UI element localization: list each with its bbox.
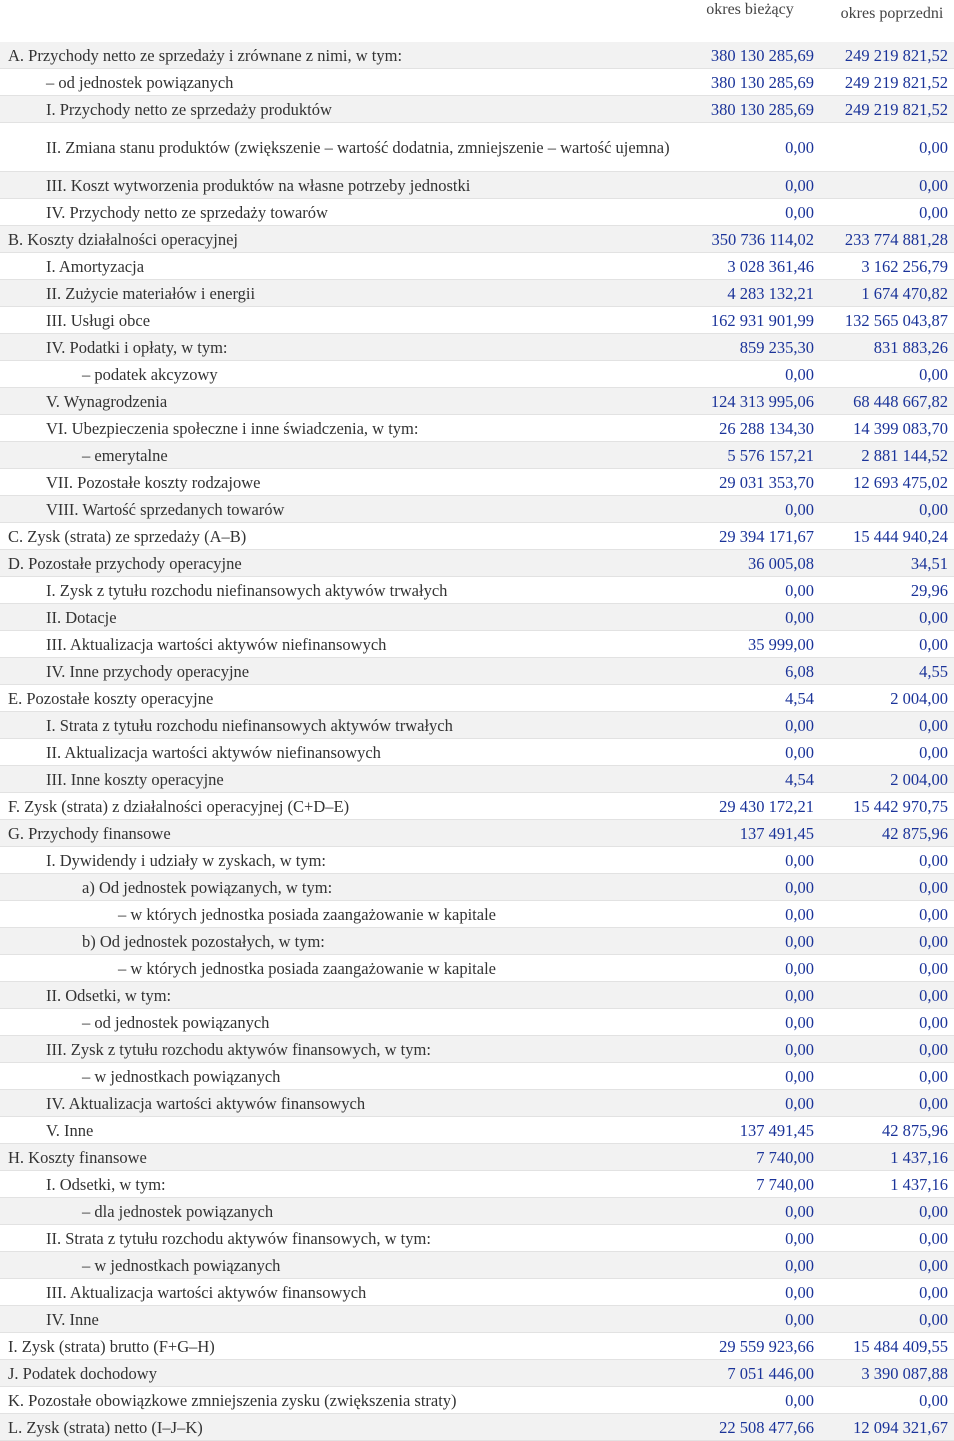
table-row	[0, 123, 954, 172]
table-row	[0, 1414, 954, 1441]
current-period-value: 0,00	[785, 877, 814, 897]
previous-period-value: 0,00	[919, 985, 948, 1005]
current-period-value: 29 559 923,66	[719, 1336, 814, 1356]
previous-period-value: 0,00	[919, 1012, 948, 1032]
previous-period-value: 0,00	[919, 931, 948, 951]
row-label: III. Zysk z tytułu rozchodu aktywów finansowych, w tym:	[46, 1039, 431, 1059]
income-statement-body	[0, 42, 954, 1441]
previous-period-value: 0,00	[919, 850, 948, 870]
table-row	[0, 307, 954, 334]
current-period-value: 0,00	[785, 1255, 814, 1275]
row-label: K. Pozostałe obowiązkowe zmniejszenia zysku (zwiększenia straty)	[8, 1390, 457, 1410]
row-label: a) Od jednostek powiązanych, w tym:	[82, 877, 333, 897]
previous-period-value: 0,00	[919, 1282, 948, 1302]
row-label: I. Strata z tytułu rozchodu niefinansowych aktywów trwałych	[46, 715, 453, 735]
row-label: C. Zysk (strata) ze sprzedaży (A–B)	[8, 526, 247, 546]
row-label: B. Koszty działalności operacyjnej	[8, 229, 239, 249]
row-label: II. Aktualizacja wartości aktywów niefinansowych	[46, 742, 381, 762]
table-row	[0, 1198, 954, 1225]
table-row	[0, 1063, 954, 1090]
table-row	[0, 469, 954, 496]
previous-period-value: 2 004,00	[890, 688, 948, 708]
row-label: V. Wynagrodzenia	[46, 391, 168, 411]
current-period-value: 0,00	[785, 850, 814, 870]
current-period-value: 0,00	[785, 1201, 814, 1221]
row-label: IV. Przychody netto ze sprzedaży towarów	[46, 202, 328, 222]
current-period-value: 0,00	[785, 137, 814, 157]
previous-period-value: 0,00	[919, 1201, 948, 1221]
previous-period-value: 0,00	[919, 1093, 948, 1113]
previous-period-value: 3 390 087,88	[861, 1363, 948, 1383]
current-period-value: 0,00	[785, 1093, 814, 1113]
previous-period-value: 0,00	[919, 1228, 948, 1248]
table-row	[0, 442, 954, 469]
previous-period-value: 42 875,96	[882, 823, 948, 843]
previous-period-value: 0,00	[919, 904, 948, 924]
previous-period-value: 14 399 083,70	[853, 418, 948, 438]
table-row	[0, 1333, 954, 1360]
table-row	[0, 820, 954, 847]
column-header-current-period: okres bieżący	[706, 1, 794, 18]
row-label: – podatek akcyzowy	[82, 364, 218, 384]
previous-period-value: 0,00	[919, 742, 948, 762]
current-period-value: 0,00	[785, 1066, 814, 1086]
row-label: – w jednostkach powiązanych	[82, 1066, 281, 1086]
current-period-value: 35 999,00	[748, 634, 814, 654]
row-label: F. Zysk (strata) z działalności operacyjnej (C+D–E)	[8, 796, 350, 816]
previous-period-value: 29,96	[910, 580, 948, 600]
row-label: – w których jednostka posiada zaangażowanie w kapitale	[118, 958, 496, 978]
current-period-value: 0,00	[785, 1390, 814, 1410]
previous-period-value: 0,00	[919, 1039, 948, 1059]
table-row	[0, 1387, 954, 1414]
current-period-value: 0,00	[785, 364, 814, 384]
current-period-value: 7 051 446,00	[727, 1363, 814, 1383]
row-label: IV. Podatki i opłaty, w tym:	[46, 337, 228, 357]
current-period-value: 0,00	[785, 1228, 814, 1248]
row-label: I. Zysk (strata) brutto (F+G–H)	[8, 1336, 215, 1356]
row-label: II. Odsetki, w tym:	[46, 985, 172, 1005]
previous-period-value: 0,00	[919, 607, 948, 627]
row-label: I. Przychody netto ze sprzedaży produktów	[46, 99, 332, 119]
previous-period-value: 15 442 970,75	[853, 796, 948, 816]
row-label: III. Koszt wytworzenia produktów na własne potrzeby jednostki	[46, 175, 471, 195]
row-label: III. Aktualizacja wartości aktywów finansowych	[46, 1282, 367, 1302]
row-label: I. Amortyzacja	[46, 256, 145, 276]
current-period-value: 0,00	[785, 1282, 814, 1302]
table-row	[0, 226, 954, 253]
table-row	[0, 955, 954, 982]
previous-period-value: 2 004,00	[890, 769, 948, 789]
table-row	[0, 550, 954, 577]
previous-period-value: 3 162 256,79	[861, 256, 948, 276]
table-row	[0, 847, 954, 874]
current-period-value: 0,00	[785, 958, 814, 978]
current-period-value: 0,00	[785, 715, 814, 735]
previous-period-value: 249 219 821,52	[844, 72, 948, 92]
current-period-value: 0,00	[785, 202, 814, 222]
previous-period-value: 132 565 043,87	[844, 310, 948, 330]
previous-period-value: 831 883,26	[873, 337, 948, 357]
current-period-value: 380 130 285,69	[710, 45, 814, 65]
previous-period-value: 0,00	[919, 137, 948, 157]
current-period-value: 380 130 285,69	[710, 72, 814, 92]
row-label: J. Podatek dochodowy	[8, 1363, 157, 1383]
current-period-value: 0,00	[785, 985, 814, 1005]
table-row	[0, 361, 954, 388]
current-period-value: 0,00	[785, 1039, 814, 1059]
row-label: IV. Inne przychody operacyjne	[46, 661, 250, 681]
previous-period-value: 0,00	[919, 364, 948, 384]
table-row	[0, 928, 954, 955]
previous-period-value: 1 674 470,82	[861, 283, 948, 303]
table-row	[0, 604, 954, 631]
previous-period-value: 0,00	[919, 715, 948, 735]
row-label: II. Zmiana stanu produktów (zwiększenie – wartość dodatnia, zmniejszenie – wartość ujemna)	[46, 137, 670, 157]
table-row	[0, 1144, 954, 1171]
table-row	[0, 1306, 954, 1333]
row-label: I. Zysk z tytułu rozchodu niefinansowych aktywów trwałych	[46, 580, 448, 600]
row-label: IV. Inne	[46, 1309, 99, 1329]
current-period-value: 350 736 114,02	[711, 229, 814, 249]
table-row	[0, 577, 954, 604]
current-period-value: 0,00	[785, 1309, 814, 1329]
previous-period-value: 12 094 321,67	[853, 1417, 948, 1437]
current-period-value: 0,00	[785, 742, 814, 762]
row-label: – w jednostkach powiązanych	[82, 1255, 281, 1275]
current-period-value: 0,00	[785, 499, 814, 519]
table-row	[0, 69, 954, 96]
table-row	[0, 523, 954, 550]
row-label: – w których jednostka posiada zaangażowanie w kapitale	[118, 904, 496, 924]
row-label: – od jednostek powiązanych	[82, 1012, 270, 1032]
row-label: – dla jednostek powiązanych	[82, 1201, 274, 1221]
current-period-value: 7 740,00	[756, 1147, 814, 1167]
row-label: b) Od jednostek pozostałych, w tym:	[82, 931, 325, 951]
current-period-value: 4,54	[785, 769, 814, 789]
table-row	[0, 388, 954, 415]
row-label: – emerytalne	[82, 445, 168, 465]
row-label: VIII. Wartość sprzedanych towarów	[46, 499, 285, 519]
current-period-value: 6,08	[785, 661, 814, 681]
table-row	[0, 739, 954, 766]
table-row	[0, 96, 954, 123]
row-label: A. Przychody netto ze sprzedaży i zrównane z nimi, w tym:	[8, 45, 403, 65]
table-row	[0, 685, 954, 712]
current-period-value: 0,00	[785, 175, 814, 195]
table-row	[0, 42, 954, 69]
previous-period-value: 0,00	[919, 499, 948, 519]
row-label: II. Zużycie materiałów i energii	[46, 283, 256, 303]
table-row	[0, 496, 954, 523]
table-row	[0, 415, 954, 442]
current-period-value: 7 740,00	[756, 1174, 814, 1194]
previous-period-value: 249 219 821,52	[844, 45, 948, 65]
current-period-value: 26 288 134,30	[719, 418, 814, 438]
row-label: G. Przychody finansowe	[8, 823, 171, 843]
table-row	[0, 1117, 954, 1144]
table-row	[0, 874, 954, 901]
row-label: H. Koszty finansowe	[8, 1147, 147, 1167]
table-row	[0, 280, 954, 307]
previous-period-value: 12 693 475,02	[853, 472, 948, 492]
previous-period-value: 15 484 409,55	[853, 1336, 948, 1356]
previous-period-value: 42 875,96	[882, 1120, 948, 1140]
table-row	[0, 982, 954, 1009]
table-header	[0, 0, 954, 42]
current-period-value: 29 394 171,67	[719, 526, 814, 546]
row-label: I. Odsetki, w tym:	[46, 1174, 166, 1194]
current-period-value: 36 005,08	[748, 553, 814, 573]
previous-period-value: 0,00	[919, 634, 948, 654]
previous-period-value: 0,00	[919, 1066, 948, 1086]
current-period-value: 0,00	[785, 580, 814, 600]
table-row	[0, 793, 954, 820]
current-period-value: 22 508 477,66	[719, 1417, 814, 1437]
previous-period-value: 0,00	[919, 877, 948, 897]
current-period-value: 4,54	[785, 688, 814, 708]
row-label: III. Usługi obce	[46, 310, 151, 330]
row-label: VI. Ubezpieczenia społeczne i inne świadczenia, w tym:	[46, 418, 419, 438]
current-period-value: 0,00	[785, 607, 814, 627]
current-period-value: 5 576 157,21	[727, 445, 814, 465]
previous-period-value: 15 444 940,24	[853, 526, 948, 546]
table-row	[0, 334, 954, 361]
previous-period-value: 0,00	[919, 175, 948, 195]
previous-period-value: 233 774 881,28	[844, 229, 948, 249]
current-period-value: 29 430 172,21	[719, 796, 814, 816]
current-period-value: 124 313 995,06	[710, 391, 814, 411]
row-label: D. Pozostałe przychody operacyjne	[8, 553, 242, 573]
previous-period-value: 2 881 144,52	[861, 445, 948, 465]
table-row	[0, 658, 954, 685]
previous-period-value: 68 448 667,82	[853, 391, 948, 411]
previous-period-value: 1 437,16	[890, 1147, 948, 1167]
current-period-value: 4 283 132,21	[727, 283, 814, 303]
current-period-value: 29 031 353,70	[719, 472, 814, 492]
current-period-value: 0,00	[785, 931, 814, 951]
previous-period-value: 4,55	[919, 661, 948, 681]
previous-period-value: 0,00	[919, 1255, 948, 1275]
row-label: II. Strata z tytułu rozchodu aktywów finansowych, w tym:	[46, 1228, 431, 1248]
row-label: – od jednostek powiązanych	[46, 72, 234, 92]
current-period-value: 137 491,45	[739, 1120, 814, 1140]
table-row	[0, 1360, 954, 1387]
previous-period-value: 34,51	[910, 553, 948, 573]
column-header-previous-period: okres poprzedni	[840, 5, 944, 22]
row-label: III. Aktualizacja wartości aktywów niefinansowych	[46, 634, 387, 654]
current-period-value: 380 130 285,69	[710, 99, 814, 119]
current-period-value: 0,00	[785, 1012, 814, 1032]
current-period-value: 137 491,45	[739, 823, 814, 843]
row-label: III. Inne koszty operacyjne	[46, 769, 224, 789]
table-row	[0, 631, 954, 658]
income-statement-table	[0, 42, 954, 1441]
table-row	[0, 1252, 954, 1279]
table-row	[0, 1036, 954, 1063]
table-row	[0, 253, 954, 280]
row-label: IV. Aktualizacja wartości aktywów finansowych	[46, 1093, 366, 1113]
table-row	[0, 766, 954, 793]
row-label: I. Dywidendy i udziały w zyskach, w tym:	[46, 850, 326, 870]
current-period-value: 162 931 901,99	[710, 310, 814, 330]
previous-period-value: 0,00	[919, 202, 948, 222]
previous-period-value: 0,00	[919, 958, 948, 978]
previous-period-value: 1 437,16	[890, 1174, 948, 1194]
row-label: II. Dotacje	[46, 607, 117, 627]
table-row	[0, 1090, 954, 1117]
table-row	[0, 172, 954, 199]
current-period-value: 3 028 361,46	[727, 256, 814, 276]
row-label: V. Inne	[46, 1120, 94, 1140]
current-period-value: 0,00	[785, 904, 814, 924]
table-row	[0, 712, 954, 739]
row-label: L. Zysk (strata) netto (I–J–K)	[8, 1417, 203, 1437]
table-row	[0, 1009, 954, 1036]
table-row	[0, 1225, 954, 1252]
previous-period-value: 0,00	[919, 1309, 948, 1329]
row-label: E. Pozostałe koszty operacyjne	[8, 688, 214, 708]
table-row	[0, 199, 954, 226]
previous-period-value: 0,00	[919, 1390, 948, 1410]
table-row	[0, 1171, 954, 1198]
previous-period-value: 249 219 821,52	[844, 99, 948, 119]
current-period-value: 859 235,30	[739, 337, 814, 357]
table-row	[0, 1279, 954, 1306]
table-row	[0, 901, 954, 928]
row-label: VII. Pozostałe koszty rodzajowe	[46, 472, 261, 492]
